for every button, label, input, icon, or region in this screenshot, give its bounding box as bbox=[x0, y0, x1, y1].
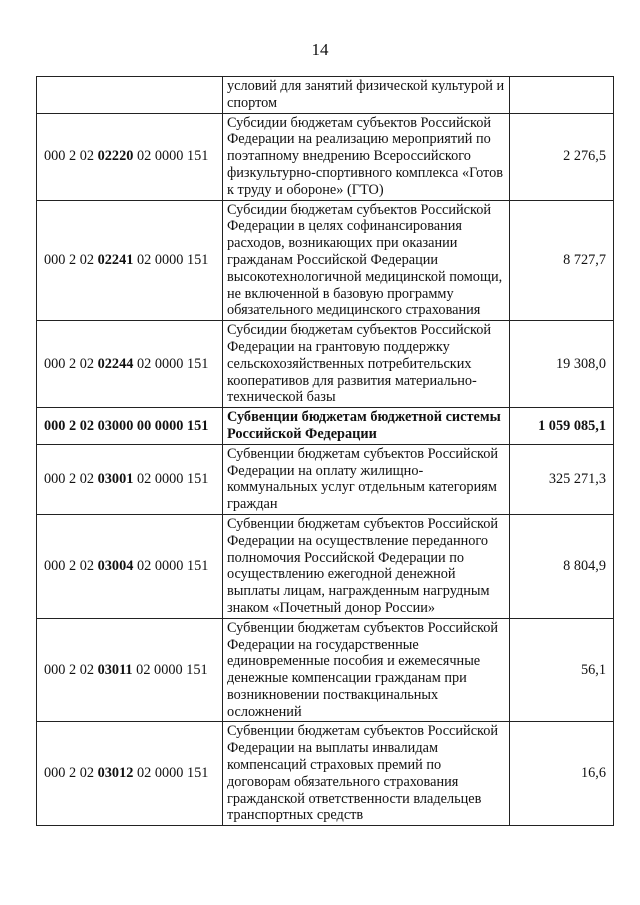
budget-code-prefix: 000 2 02 bbox=[44, 251, 98, 268]
table-row bbox=[37, 77, 614, 114]
budget-code-prefix: 000 2 02 bbox=[44, 765, 98, 782]
revenue-description-cell: Субвенции бюджетам бюджетной системы Российской Федерации bbox=[223, 408, 510, 445]
amount-cell: 2 276,5 bbox=[510, 113, 614, 200]
table-row bbox=[37, 200, 614, 321]
revenue-description-cell: Субсидии бюджетам субъектов Российской Федерации на грантовую поддержку сельскохозяйственных потребительских кооперативов для развития материально-технической базы bbox=[223, 321, 510, 408]
budget-code-cell bbox=[37, 77, 223, 114]
budget-code-suffix: 02 0000 151 bbox=[133, 765, 209, 782]
revenue-description-cell: Субвенции бюджетам субъектов Российской Федерации на оплату жилищно-коммунальных услуг отдельным категориям граждан bbox=[223, 444, 510, 514]
budget-code-prefix: 000 2 02 bbox=[44, 661, 98, 678]
budget-code-cell bbox=[37, 321, 223, 408]
budget-code-prefix: 000 2 02 03000 00 0000 151 bbox=[44, 417, 209, 434]
amount-cell: 325 271,3 bbox=[510, 444, 614, 514]
budget-table-body bbox=[37, 77, 614, 826]
budget-code-prefix: 000 2 02 bbox=[44, 355, 98, 372]
revenue-description-cell: условий для занятий физической культурой и спортом bbox=[223, 77, 510, 114]
budget-code-highlight: 02244 bbox=[97, 355, 134, 372]
budget-code-suffix: 02 0000 151 bbox=[132, 661, 208, 678]
budget-code-suffix: 02 0000 151 bbox=[133, 470, 209, 487]
budget-code-highlight: 03001 bbox=[97, 470, 134, 487]
budget-code-suffix: 02 0000 151 bbox=[133, 251, 209, 268]
budget-code-cell bbox=[37, 618, 223, 722]
amount-cell: 19 308,0 bbox=[510, 321, 614, 408]
budget-code-prefix: 000 2 02 bbox=[44, 148, 98, 165]
table-row-total bbox=[37, 408, 614, 445]
table-row bbox=[37, 444, 614, 514]
budget-code-highlight: 03004 bbox=[97, 557, 134, 574]
table-row bbox=[37, 618, 614, 722]
table-row bbox=[37, 722, 614, 826]
amount-cell: 8 727,7 bbox=[510, 200, 614, 321]
revenue-description-cell: Субсидии бюджетам субъектов Российской Федерации на реализацию мероприятий по поэтапному внедрению Всероссийского физкультурно-спортивного комплекса «Готов к труду и обороне» (ГТО) bbox=[223, 113, 510, 200]
budget-code-suffix: 02 0000 151 bbox=[133, 148, 209, 165]
budget-code-cell bbox=[37, 444, 223, 514]
table-row bbox=[37, 113, 614, 200]
budget-code-highlight: 02220 bbox=[97, 148, 134, 165]
budget-code-cell bbox=[37, 408, 223, 445]
amount-cell: 16,6 bbox=[510, 722, 614, 826]
amount-cell bbox=[510, 77, 614, 114]
page-number: 14 bbox=[311, 40, 329, 59]
table-row bbox=[37, 514, 614, 618]
budget-code-prefix: 000 2 02 bbox=[44, 470, 98, 487]
budget-code-cell bbox=[37, 722, 223, 826]
amount-cell: 56,1 bbox=[510, 618, 614, 722]
budget-code-highlight: 03011 bbox=[97, 661, 133, 678]
budget-code-cell bbox=[37, 113, 223, 200]
budget-code-cell bbox=[37, 200, 223, 321]
budget-code-highlight: 03012 bbox=[97, 765, 134, 782]
budget-code-prefix: 000 2 02 bbox=[44, 557, 98, 574]
revenue-description-cell: Субвенции бюджетам субъектов Российской Федерации на осуществление переданного полномочия Российской Федерации по осуществлению ежегодной денежной выплаты лицам, награжденным нагрудным знаком «Почетный донор России» bbox=[223, 514, 510, 618]
budget-code-cell bbox=[37, 514, 223, 618]
revenue-description-cell: Субвенции бюджетам субъектов Российской Федерации на выплаты инвалидам компенсаций страховых премий по договорам обязательного страхования гражданской ответственности владельцев транспортных средств bbox=[223, 722, 510, 826]
revenue-description-cell: Субсидии бюджетам субъектов Российской Федерации в целях софинансирования расходов, возникающих при оказании гражданам Российской Федерации высокотехнологичной медицинской помощи, не включенной в базовую программу обязательного медицинского страхования bbox=[223, 200, 510, 321]
budget-code-suffix: 02 0000 151 bbox=[133, 355, 209, 372]
budget-code-suffix: 02 0000 151 bbox=[133, 557, 209, 574]
revenue-description-cell: Субвенции бюджетам субъектов Российской Федерации на государственные единовременные пособия и ежемесячные денежные компенсации гражданам при возникновении поствакцинальных осложнений bbox=[223, 618, 510, 722]
amount-cell: 8 804,9 bbox=[510, 514, 614, 618]
table-row bbox=[37, 321, 614, 408]
budget-code-highlight: 02241 bbox=[97, 251, 134, 268]
budget-table bbox=[36, 76, 614, 826]
amount-cell: 1 059 085,1 bbox=[510, 408, 614, 445]
